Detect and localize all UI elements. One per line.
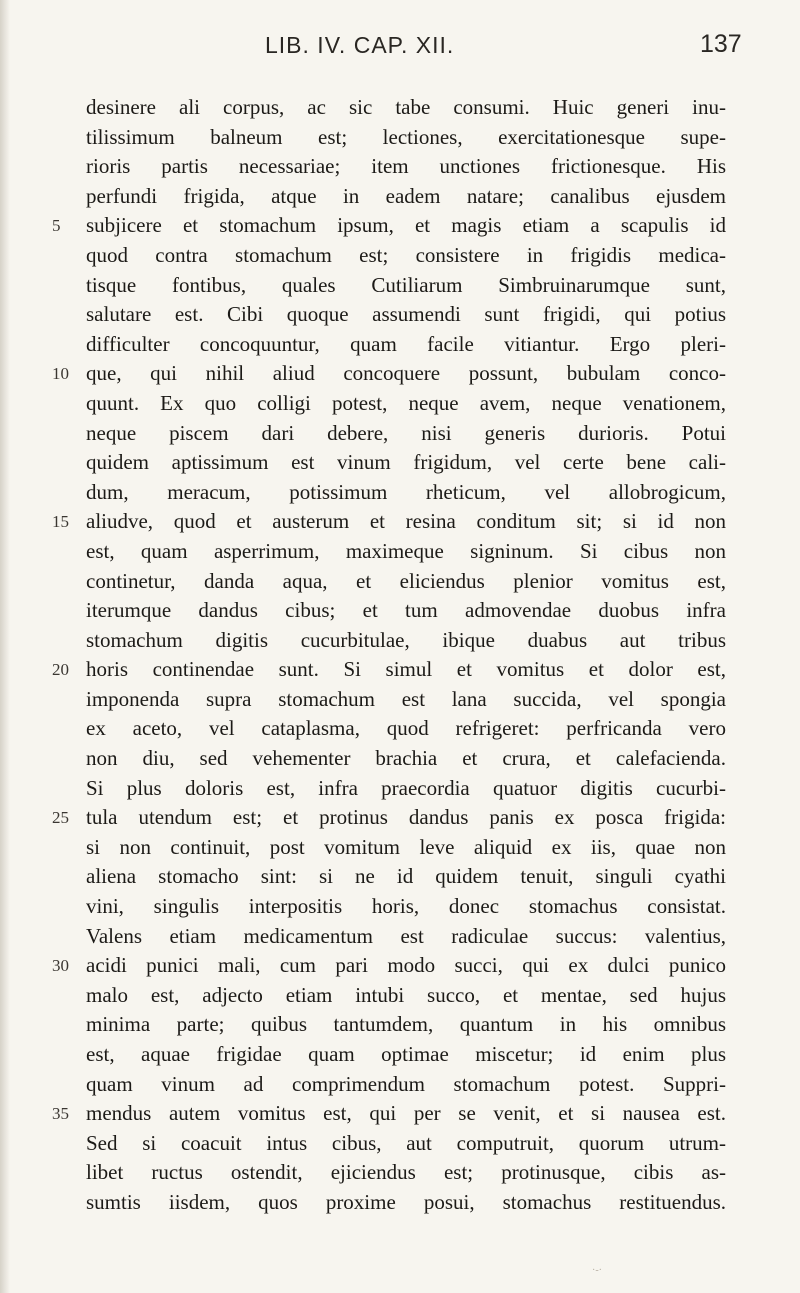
text-line	[86, 626, 726, 656]
text-line	[52, 951, 726, 981]
body-text	[52, 93, 726, 1218]
text-line	[86, 152, 726, 182]
running-title: LIB. IV. CAP. XII.	[265, 32, 455, 58]
text-line	[86, 419, 726, 449]
text-line	[86, 922, 726, 952]
text-line	[86, 1010, 726, 1040]
line-text: difficulter concoquuntur, quam facile vitiantur. Ergo pleri-	[86, 331, 726, 356]
line-text: horis continendae sunt. Si simul et vomitus et dolor est,	[86, 657, 726, 682]
line-text: quod contra stomachum est; consistere in frigidis medica-	[86, 242, 726, 267]
line-text: que, qui nihil aliud concoquere possunt, bubulam conco-	[86, 361, 726, 386]
line-text: est, aquae frigidae quam optimae miscetur; id enim plus	[86, 1042, 726, 1066]
text-line	[86, 833, 726, 863]
line-number: 20	[52, 660, 69, 680]
line-text: iterumque dandus cibus; et tum admovendae duobus infra	[86, 598, 726, 623]
line-text: rioris partis necessariae; item unctiones frictionesque. His	[86, 154, 726, 179]
text-line	[52, 507, 726, 537]
print-speck: ·‐·	[592, 1265, 602, 1276]
line-text: dum, meracum, potissimum rheticum, vel allobrogicum,	[86, 479, 726, 504]
page-gutter-shadow	[0, 0, 10, 1293]
line-text: continetur, danda aqua, et eliciendus plenior vomitus est,	[86, 568, 726, 593]
line-text: minima parte; quibus tantumdem, quantum in his omnibus	[86, 1012, 726, 1037]
text-line	[86, 567, 726, 597]
line-text: Si plus doloris est, infra praecordia quatuor digitis cucurbi-	[86, 775, 726, 800]
line-text: mendus autem vomitus est, qui per se venit, et si nausea est.	[86, 1101, 726, 1126]
line-text: quam vinum ad comprimendum stomachum potest. Suppri-	[86, 1071, 726, 1096]
line-text: stomachum digitis cucurbitulae, ibique duabus aut tribus	[86, 627, 726, 652]
line-number: 25	[52, 808, 69, 828]
line-text: quidem aptissimum est vinum frigidum, vel certe bene cali-	[86, 450, 726, 475]
text-line	[52, 1099, 726, 1129]
text-line	[86, 1188, 726, 1218]
line-text: aliena stomacho sint: si ne id quidem tenuit, singuli cyathi	[86, 864, 726, 889]
text-line	[86, 537, 726, 567]
text-line	[86, 714, 726, 744]
text-line	[86, 981, 726, 1011]
text-line	[52, 655, 726, 685]
text-line	[52, 803, 726, 833]
text-line	[52, 211, 726, 241]
line-text: libet ructus ostendit, ejiciendus est; protinusque, cibis as-	[86, 1160, 726, 1185]
line-text: non diu, sed vehementer brachia et crura, et calefacienda.	[86, 746, 726, 771]
line-number: 5	[52, 216, 61, 236]
line-text: aliudve, quod et austerum et resina conditum sit; si id non	[86, 509, 726, 534]
line-text: Valens etiam medicamentum est radiculae succus: valentius,	[86, 923, 726, 948]
text-line	[86, 1040, 726, 1070]
running-header	[0, 30, 800, 70]
text-line	[86, 744, 726, 774]
text-line	[86, 93, 726, 123]
line-text: tisque fontibus, quales Cutiliarum Simbruinarumque sunt,	[86, 272, 726, 297]
line-text: malo est, adjecto etiam intubi succo, et mentae, sed hujus	[86, 982, 726, 1007]
line-text: tula utendum est; et protinus dandus panis ex posca frigida:	[86, 805, 726, 830]
line-text: perfundi frigida, atque in eadem natare; canalibus ejusdem	[86, 183, 726, 208]
line-text: quunt. Ex quo colligi potest, neque avem, neque venationem,	[86, 390, 726, 415]
text-line	[52, 359, 726, 389]
text-line	[86, 123, 726, 153]
line-number: 35	[52, 1104, 69, 1124]
page-number: 137	[700, 30, 742, 58]
text-line	[86, 1070, 726, 1100]
line-text: tilissimum balneum est; lectiones, exercitationesque supe-	[86, 124, 726, 149]
line-number: 10	[52, 364, 69, 384]
text-line	[86, 862, 726, 892]
text-line	[86, 478, 726, 508]
text-line	[86, 774, 726, 804]
line-text: est, quam asperrimum, maximeque signinum. Si cibus non	[86, 538, 726, 563]
text-line	[86, 389, 726, 419]
text-line	[86, 1129, 726, 1159]
line-number: 30	[52, 956, 69, 976]
text-line	[86, 596, 726, 626]
line-text: imponenda supra stomachum est lana succida, vel spongia	[86, 686, 726, 711]
text-line	[86, 241, 726, 271]
line-text: neque piscem dari debere, nisi generis durioris. Potui	[86, 420, 726, 445]
line-text: desinere ali corpus, ac sic tabe consumi. Huic generi inu-	[86, 95, 726, 119]
text-line	[86, 300, 726, 330]
line-text: si non continuit, post vomitum leve aliquid ex iis, quae non	[86, 834, 726, 859]
line-text: ex aceto, vel cataplasma, quod refrigeret: perfricanda vero	[86, 716, 726, 741]
text-line	[86, 1158, 726, 1188]
line-number: 15	[52, 512, 69, 532]
line-text: acidi punici mali, cum pari modo succi, qui ex dulci punico	[86, 953, 726, 978]
text-line	[86, 330, 726, 360]
line-text: sumtis iisdem, quos proxime posui, stomachus restituendus.	[86, 1189, 726, 1214]
line-text: subjicere et stomachum ipsum, et magis etiam a scapulis id	[86, 213, 726, 238]
line-text: Sed si coacuit intus cibus, aut computruit, quorum utrum-	[86, 1130, 726, 1155]
text-line	[86, 448, 726, 478]
line-text: vini, singulis interpositis horis, donec stomachus consistat.	[86, 894, 726, 919]
text-line	[86, 271, 726, 301]
line-text: salutare est. Cibi quoque assumendi sunt frigidi, qui potius	[86, 302, 726, 327]
text-line	[86, 182, 726, 212]
text-line	[86, 685, 726, 715]
text-line	[86, 892, 726, 922]
